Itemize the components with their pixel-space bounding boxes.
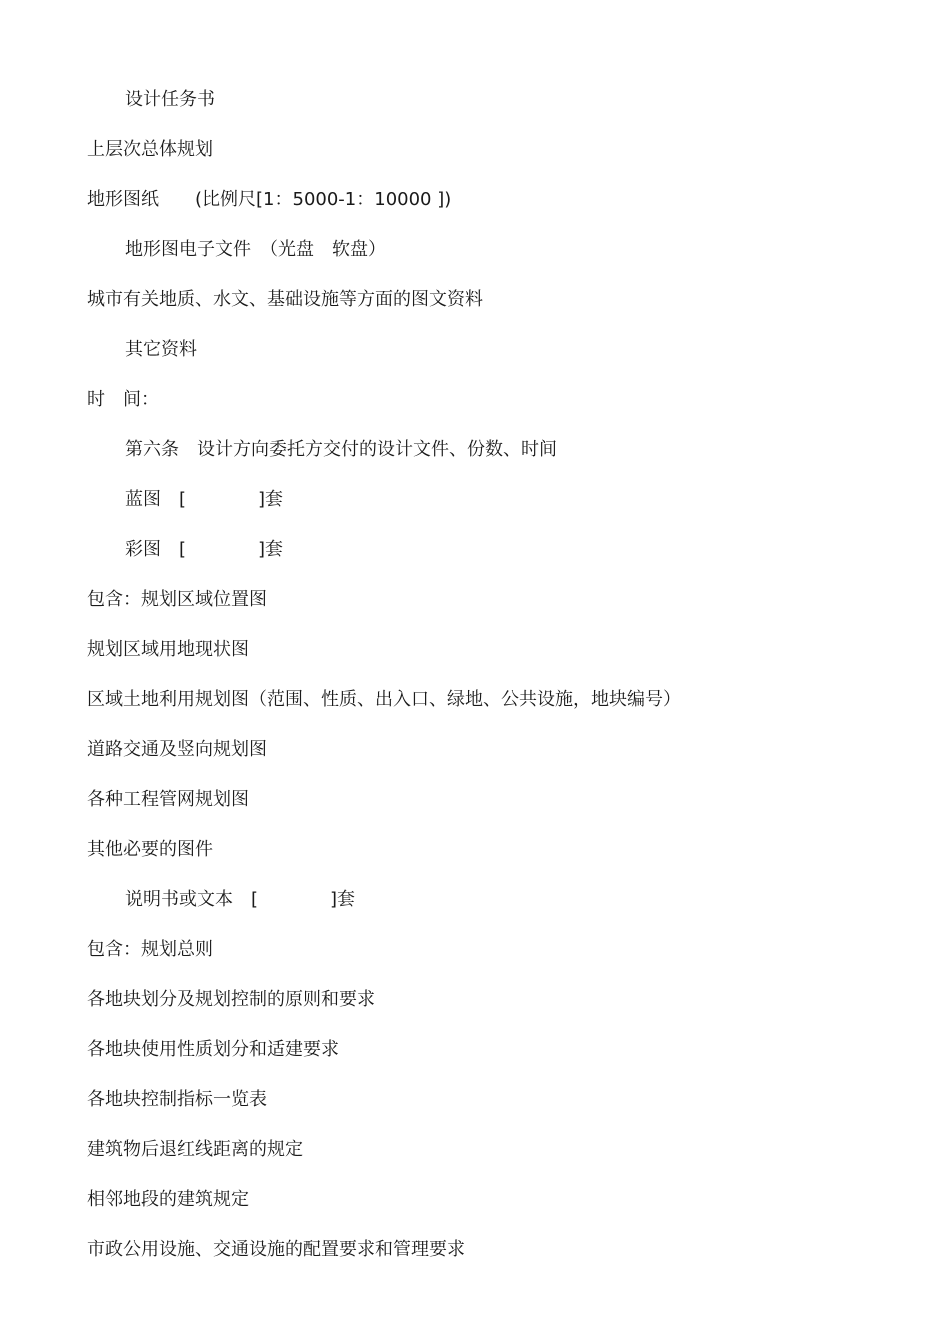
text-line-land-use-plan: 区域土地利用规划图（范围、性质、出入口、绿地、公共设施，地块编号） [87,689,681,710]
text-line-topographic-files: 地形图电子文件 （光盘 软盘） [125,239,386,260]
text-line-includes-location-map: 包含：规划区域位置图 [87,589,267,610]
text-line-public-facilities: 市政公用设施、交通设施的配置要求和管理要求 [87,1239,465,1260]
text-line-color-prints: 彩图 [ ]套 [125,539,284,560]
text-line-includes-general-rules: 包含：规划总则 [87,939,213,960]
text-line-design-brief: 设计任务书 [125,89,215,110]
text-line-blueprints: 蓝图 [ ]套 [125,489,284,510]
text-line-master-plan: 上层次总体规划 [87,139,213,160]
text-line-specification: 说明书或文本 [ ]套 [125,889,356,910]
text-line-land-use-status: 规划区域用地现状图 [87,639,249,660]
text-line-other-materials: 其它资料 [125,339,197,360]
text-line-city-materials: 城市有关地质、水文、基础设施等方面的图文资料 [87,289,483,310]
text-line-topographic-maps: 地形图纸 (比例尺[1：5000-1：10000 ]) [87,189,452,210]
text-line-plot-division: 各地块划分及规划控制的原则和要求 [87,989,375,1010]
text-line-article-six: 第六条 设计方向委托方交付的设计文件、份数、时间 [125,439,557,460]
text-line-adjacent-buildings: 相邻地段的建筑规定 [87,1189,249,1210]
text-line-plot-usage: 各地块使用性质划分和适建要求 [87,1039,339,1060]
text-line-pipe-network: 各种工程管网规划图 [87,789,249,810]
text-line-setback-rules: 建筑物后退红线距离的规定 [87,1139,303,1160]
text-line-other-drawings: 其他必要的图件 [87,839,213,860]
text-line-control-indicators: 各地块控制指标一览表 [87,1089,267,1110]
text-line-road-traffic: 道路交通及竖向规划图 [87,739,267,760]
text-line-time: 时 间： [87,389,159,410]
